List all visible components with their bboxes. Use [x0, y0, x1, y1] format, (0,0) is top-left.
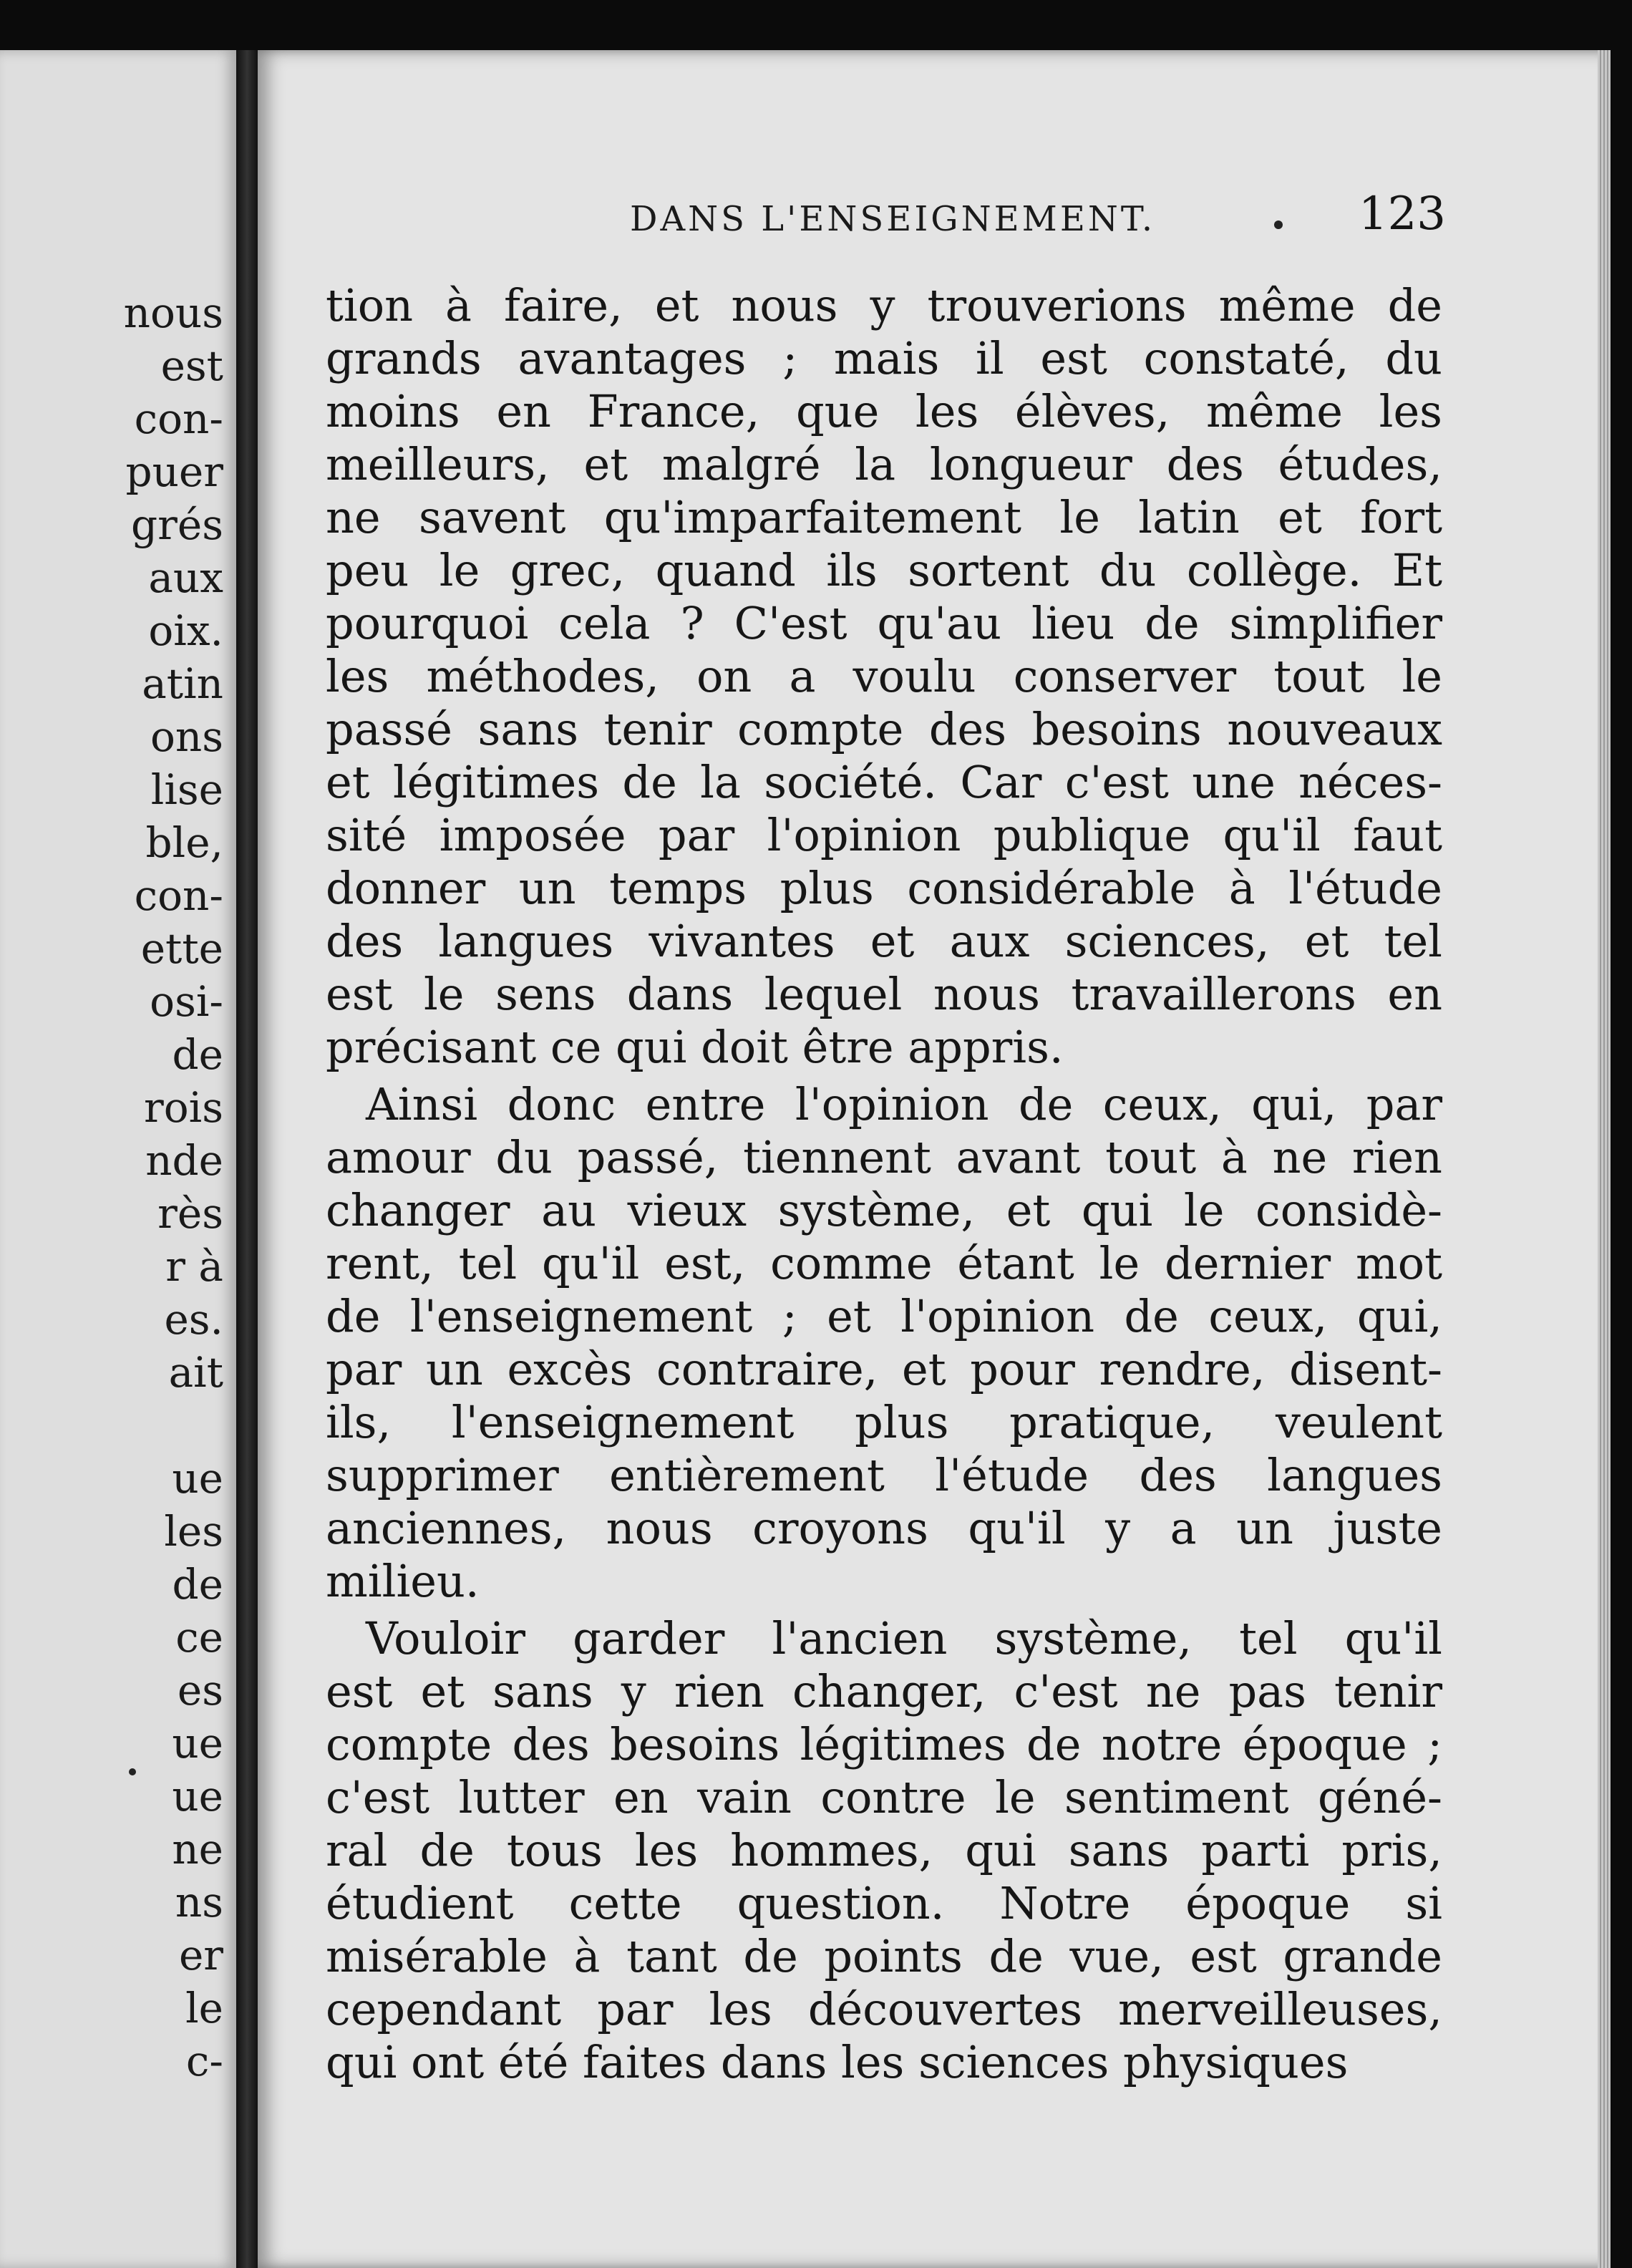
text-line: changer au vieux système, et qui le considè-: [326, 1184, 1442, 1236]
text-line: des langues vivantes et aux sciences, et tel: [326, 915, 1442, 967]
previous-page-line: c-: [185, 2037, 223, 2085]
previous-page-line: rois: [144, 1083, 223, 1132]
previous-page-line: le: [185, 1984, 223, 2032]
previous-page-line: ble,: [145, 818, 223, 867]
previous-page-line: nde: [145, 1136, 223, 1185]
text-line: ils, l'enseignement plus pratique, veulent: [326, 1396, 1442, 1448]
running-head: DANS L'ENSEIGNEMENT.: [630, 199, 1156, 239]
text-line: ne savent qu'imparfaitement le latin et fort: [326, 491, 1442, 543]
page-header: [630, 188, 1446, 249]
text-line: peu le grec, quand ils sortent du collège. Et: [326, 544, 1442, 596]
text-line: anciennes, nous croyons qu'il y a un juste: [326, 1502, 1442, 1554]
previous-page-line: rès: [157, 1189, 223, 1238]
previous-page-line: ce: [175, 1613, 223, 1662]
text-line: tion à faire, et nous y trouverions même de: [326, 279, 1442, 331]
text-line: étudient cette question. Notre époque si: [326, 1877, 1442, 1929]
text-line: qui ont été faites dans les sciences physiques: [326, 2036, 1349, 2088]
text-line: cependant par les découvertes merveilleuses,: [326, 1983, 1442, 2035]
text-line: grands avantages ; mais il est constaté, du: [326, 332, 1442, 384]
text-line: Ainsi donc entre l'opinion de ceux, qui, par: [366, 1078, 1442, 1130]
text-line: de l'enseignement ; et l'opinion de ceux, qui,: [326, 1290, 1442, 1342]
previous-page-line: de: [172, 1560, 223, 1609]
text-line: donner un temps plus considérable à l'étude: [326, 862, 1442, 914]
previous-page-line: nous: [123, 289, 223, 337]
text-line: compte des besoins légitimes de notre époque ;: [326, 1718, 1442, 1770]
previous-page-line: con-: [134, 871, 223, 920]
previous-page-line: oix.: [148, 606, 223, 655]
text-line: et légitimes de la société. Car c'est une néces-: [326, 756, 1442, 808]
text-line: amour du passé, tiennent avant tout à ne rien: [326, 1131, 1442, 1183]
paragraph: [326, 279, 1442, 1074]
paragraph: [326, 1612, 1442, 2089]
text-line: misérable à tant de points de vue, est grande: [326, 1930, 1442, 1982]
page-edges: [1598, 50, 1611, 2268]
text-line: par un excès contraire, et pour rendre, disent-: [326, 1343, 1442, 1395]
previous-page-line: ue: [172, 1454, 223, 1503]
text-line: est le sens dans lequel nous travaillerons en: [326, 968, 1442, 1020]
previous-page-line: es: [177, 1666, 223, 1715]
text-line: rent, tel qu'il est, comme étant le dernier mot: [326, 1237, 1442, 1289]
previous-page-line: puer: [125, 447, 223, 496]
previous-page-line: r à: [165, 1242, 223, 1291]
text-line: est et sans y rien changer, c'est ne pas tenir: [326, 1665, 1442, 1717]
previous-page-line: con-: [134, 394, 223, 443]
text-line: supprimer entièrement l'étude des langues: [326, 1449, 1442, 1501]
previous-page-line: les: [164, 1507, 223, 1556]
previous-page-line: lise: [150, 765, 223, 814]
previous-page-line: ue: [172, 1719, 223, 1768]
text-line: c'est lutter en vain contre le sentiment géné-: [326, 1771, 1442, 1823]
text-line: pourquoi cela ? C'est qu'au lieu de simplifier: [326, 597, 1442, 649]
text-line: meilleurs, et malgré la longueur des études,: [326, 438, 1442, 490]
previous-page-line: ns: [175, 1878, 223, 1927]
ink-speck: [129, 1768, 136, 1775]
text-line: moins en France, que les élèves, même les: [326, 385, 1442, 437]
previous-page-line: de: [172, 1030, 223, 1079]
previous-page-line: ne: [172, 1825, 223, 1874]
text-line: milieu.: [326, 1555, 480, 1607]
previous-page-line: es.: [164, 1295, 223, 1344]
previous-page-line: atin: [142, 659, 223, 708]
previous-page-line: ait: [168, 1348, 223, 1397]
previous-page-line: ette: [140, 924, 223, 973]
text-line: précisant ce qui doit être appris.: [326, 1021, 1064, 1073]
page-number: 123: [1358, 188, 1446, 241]
text-line: Vouloir garder l'ancien système, tel qu'il: [366, 1612, 1442, 1664]
previous-page-line: grés: [131, 500, 223, 549]
previous-page-line: est: [160, 341, 223, 390]
previous-page-fragment: [0, 50, 239, 2268]
text-line: ral de tous les hommes, qui sans parti pris,: [326, 1824, 1442, 1876]
ink-speck: [1274, 220, 1283, 229]
text-line: sité imposée par l'opinion publique qu'il faut: [326, 809, 1442, 861]
previous-page-line: aux: [148, 553, 223, 602]
text-line: passé sans tenir compte des besoins nouveaux: [326, 703, 1442, 755]
page-body: [326, 279, 1442, 2089]
previous-page-line: osi-: [150, 977, 223, 1026]
text-line: les méthodes, on a voulu conserver tout le: [326, 650, 1442, 702]
paragraph: [326, 1078, 1442, 1608]
previous-page-line: ons: [150, 712, 223, 761]
book-gutter: [236, 50, 258, 2268]
previous-page-line: ue: [172, 1772, 223, 1821]
previous-page-line: er: [178, 1931, 223, 1979]
